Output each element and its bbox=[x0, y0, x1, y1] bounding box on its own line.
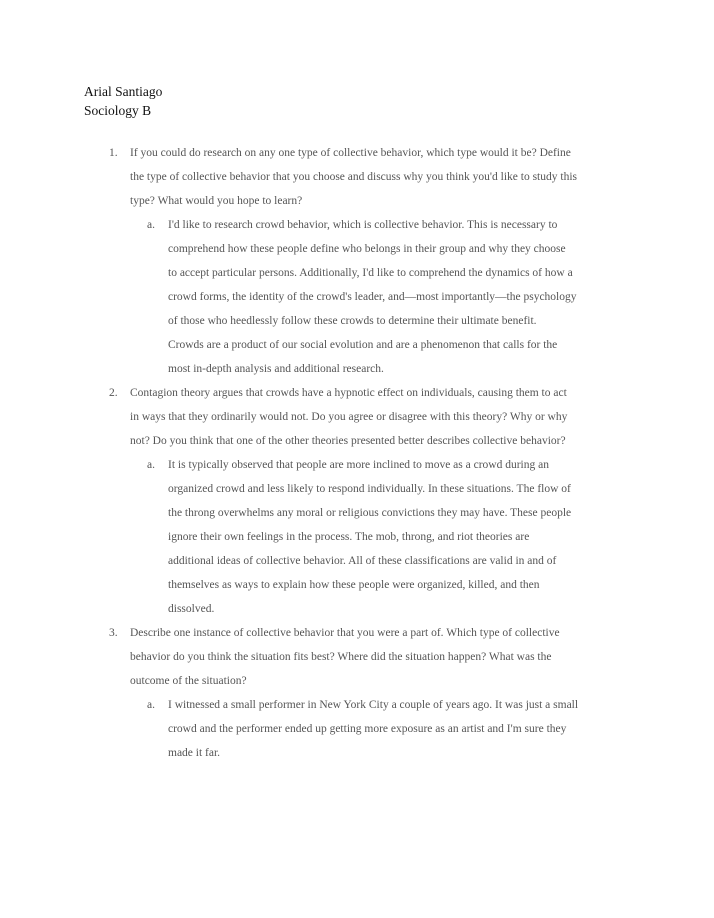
course-name: Sociology B bbox=[84, 103, 152, 118]
question-3 bbox=[0, 621, 714, 693]
answer-line: of those who heedlessly follow these crowds to determine their ultimate benefit. bbox=[168, 315, 537, 327]
answer-letter: a. bbox=[147, 219, 155, 231]
answer-text bbox=[168, 213, 588, 381]
student-name: Arial Santiago bbox=[84, 84, 163, 99]
answer-line: I witnessed a small performer in New York City a couple of years ago. It was just a small bbox=[168, 699, 579, 711]
question-line: Describe one instance of collective behavior that you were a part of. Which type of collective bbox=[130, 627, 560, 639]
question-number: 1. bbox=[109, 147, 118, 159]
question-line: not? Do you think that one of the other theories presented better describes collective behavior? bbox=[130, 435, 566, 447]
answer-text bbox=[168, 693, 588, 765]
question-line: Contagion theory argues that crowds have a hypnotic effect on individuals, causing them to act bbox=[130, 387, 567, 399]
answer-line: dissolved. bbox=[168, 603, 215, 615]
answer-1a bbox=[0, 213, 714, 381]
question-2 bbox=[0, 381, 714, 453]
question-line: behavior do you think the situation fits best? Where did the situation happen? What was the bbox=[130, 651, 552, 663]
answer-line: organized crowd and less likely to respond individually. In these situations. The flow of bbox=[168, 483, 571, 495]
answer-letter: a. bbox=[147, 459, 155, 471]
question-list bbox=[0, 141, 714, 765]
answer-line: It is typically observed that people are more inclined to move as a crowd during an bbox=[168, 459, 549, 471]
answer-line: crowd and the performer ended up getting more exposure as an artist and I'm sure they bbox=[168, 723, 567, 735]
question-text bbox=[130, 141, 590, 213]
answer-line: additional ideas of collective behavior. All of these classifications are valid in and of bbox=[168, 555, 557, 567]
document-header bbox=[84, 82, 162, 120]
answer-line: crowd forms, the identity of the crowd's leader, and—most importantly—the psychology bbox=[168, 291, 577, 303]
answer-line: comprehend how these people define who belongs in their group and why they choose bbox=[168, 243, 566, 255]
answer-line: Crowds are a product of our social evolution and are a phenomenon that calls for the bbox=[168, 339, 558, 351]
question-line: in ways that they ordinarily would not. Do you agree or disagree with this theory? Why or why bbox=[130, 411, 568, 423]
answer-line: made it far. bbox=[168, 747, 221, 759]
answer-line: the throng overwhelms any moral or religious convictions they may have. These people bbox=[168, 507, 572, 519]
question-line: If you could do research on any one type of collective behavior, which type would it be? Define bbox=[130, 147, 571, 159]
answer-text bbox=[168, 453, 588, 621]
question-text bbox=[130, 381, 590, 453]
question-line: type? What would you hope to learn? bbox=[130, 195, 303, 207]
question-1 bbox=[0, 141, 714, 213]
question-number: 3. bbox=[109, 627, 118, 639]
question-line: the type of collective behavior that you choose and discuss why you think you'd like to study this bbox=[130, 171, 577, 183]
answer-line: to accept particular persons. Additionally, I'd like to comprehend the dynamics of how a bbox=[168, 267, 573, 279]
answer-3a bbox=[0, 693, 714, 765]
answer-line: themselves as ways to explain how these people were organized, killed, and then bbox=[168, 579, 540, 591]
question-number: 2. bbox=[109, 387, 118, 399]
answer-line: most in-depth analysis and additional research. bbox=[168, 363, 384, 375]
answer-line: I'd like to research crowd behavior, which is collective behavior. This is necessary to bbox=[168, 219, 558, 231]
question-text bbox=[130, 621, 590, 693]
question-line: outcome of the situation? bbox=[130, 675, 247, 687]
answer-2a bbox=[0, 453, 714, 621]
answer-letter: a. bbox=[147, 699, 155, 711]
answer-line: ignore their own feelings in the process. The mob, throng, and riot theories are bbox=[168, 531, 530, 543]
